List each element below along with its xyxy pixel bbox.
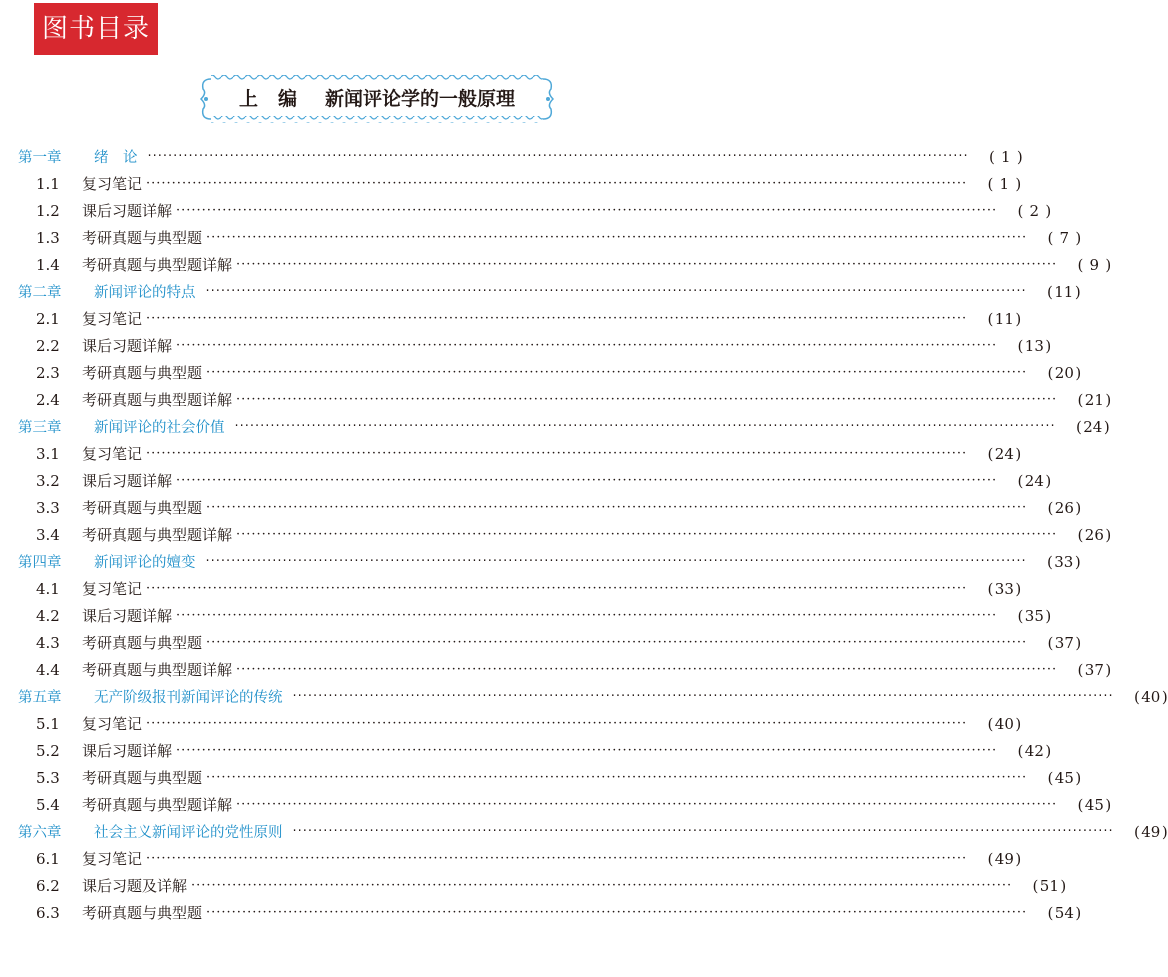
dot-leader: ································································································································································ — [236, 797, 1058, 812]
toc-page-ref: (33) — [1046, 552, 1081, 571]
toc-page-number: 2 — [1029, 201, 1040, 220]
toc-page-ref: ( 1 ) — [988, 147, 1023, 166]
toc-page-number: 40 — [1141, 687, 1161, 706]
dot-leader: ································································································································································ — [206, 500, 1028, 515]
toc-entry-number: 5.3 — [36, 768, 60, 787]
toc-page-ref: (42) — [1017, 741, 1052, 760]
toc-section-row[interactable] — [0, 764, 1082, 791]
toc-entry-title: 复习笔记 — [82, 715, 143, 733]
toc-page-number: 9 — [1089, 255, 1100, 274]
dot-leader: ································································································································································ — [236, 527, 1058, 542]
toc-section-row[interactable] — [0, 602, 1052, 629]
toc-entry-title: 考研真题与典型题详解 — [82, 526, 233, 544]
dot-leader: ································································································································································ — [206, 905, 1028, 920]
toc-page-ref: (11) — [987, 309, 1022, 328]
toc-page-number: 1 — [1001, 147, 1011, 166]
toc-entry-number: 2.3 — [36, 363, 60, 382]
toc-section-row[interactable] — [0, 521, 1112, 548]
toc-section-row[interactable] — [0, 197, 1052, 224]
toc-entry-title: 考研真题与典型题 — [82, 769, 203, 787]
dot-leader: ································································································································································ — [176, 608, 998, 623]
toc-section-row[interactable] — [0, 305, 1022, 332]
toc-entry-title: 复习笔记 — [82, 445, 143, 463]
toc-section-row[interactable] — [0, 386, 1112, 413]
toc-page-number: 26 — [1054, 498, 1074, 517]
toc-page-number: 49 — [994, 849, 1014, 868]
toc-entry-title: 考研真题与典型题详解 — [82, 661, 233, 679]
toc-section-row[interactable] — [0, 440, 1022, 467]
toc-chapter-row[interactable] — [0, 278, 1081, 305]
toc-page-ref: (26) — [1047, 498, 1082, 517]
toc-section-row[interactable] — [0, 656, 1112, 683]
toc-entry-number: 1.2 — [36, 201, 60, 220]
toc-entry-title: 无产阶级报刊新闻评论的传统 — [94, 690, 283, 706]
toc-entry-number: 第五章 — [18, 690, 62, 706]
toc-entry-number: 4.4 — [36, 660, 60, 679]
toc-page-number: 13 — [1024, 336, 1044, 355]
toc-entry-number: 第一章 — [18, 150, 62, 166]
toc-chapter-row[interactable] — [0, 548, 1081, 575]
toc-entry-title: 考研真题与典型题详解 — [82, 256, 233, 274]
dot-leader: ································································································································································ — [146, 176, 968, 191]
toc-page-number: 20 — [1054, 363, 1074, 382]
toc-section-row[interactable] — [0, 845, 1022, 872]
dot-leader: ································································································································································ — [176, 743, 998, 758]
toc-page-ref: (13) — [1017, 336, 1052, 355]
toc-entry-number: 6.2 — [36, 876, 60, 895]
toc-page-number: 49 — [1141, 822, 1161, 841]
toc-entry-title: 考研真题与典型题 — [82, 904, 203, 922]
toc-entry-title: 课后习题详解 — [82, 472, 173, 490]
toc-section-row[interactable] — [0, 872, 1067, 899]
toc-page-ref: (54) — [1047, 903, 1082, 922]
dot-leader: ································································································································································ — [206, 770, 1028, 785]
toc-entry-title: 社会主义新闻评论的党性原则 — [94, 825, 283, 841]
toc-entry-number: 5.4 — [36, 795, 60, 814]
dot-leader: ································································································································································ — [205, 284, 1027, 299]
toc-section-row[interactable] — [0, 629, 1082, 656]
toc-page-number: 24 — [1083, 417, 1103, 436]
toc-page-number: 33 — [1054, 552, 1074, 571]
toc-page-ref: (24) — [1075, 417, 1110, 436]
toc-page-number: 7 — [1059, 228, 1070, 247]
table-of-contents — [0, 143, 1168, 926]
toc-entry-number: 第四章 — [18, 555, 62, 571]
toc-page-number: 24 — [1024, 471, 1044, 490]
dot-leader: ································································································································································ — [146, 311, 968, 326]
toc-entry-number: 1.4 — [36, 255, 60, 274]
toc-entry-number: 3.1 — [36, 444, 60, 463]
toc-entry-number: 6.1 — [36, 849, 60, 868]
header-badge: 图书目录 — [34, 3, 158, 55]
toc-page-ref: (35) — [1017, 606, 1052, 625]
toc-chapter-row[interactable] — [0, 143, 1023, 170]
toc-page-ref: (40) — [987, 714, 1022, 733]
toc-section-row[interactable] — [0, 224, 1082, 251]
dot-leader: ································································································································································ — [146, 581, 968, 596]
toc-page-ref: (51) — [1032, 876, 1067, 895]
toc-section-row[interactable] — [0, 899, 1082, 926]
toc-entry-number: 5.2 — [36, 741, 60, 760]
toc-page-ref: (45) — [1077, 795, 1112, 814]
dot-leader: ································································································································································ — [205, 554, 1027, 569]
toc-entry-title: 课后习题详解 — [82, 742, 173, 760]
toc-page-number: 51 — [1039, 876, 1059, 895]
dot-leader: ································································································································································ — [146, 716, 968, 731]
toc-entry-title: 考研真题与典型题 — [82, 634, 203, 652]
toc-page-number: 24 — [994, 444, 1014, 463]
toc-entry-number: 5.1 — [36, 714, 60, 733]
toc-chapter-row[interactable] — [0, 683, 1168, 710]
dot-leader: ································································································································································ — [234, 419, 1056, 434]
toc-page-number: 1 — [999, 174, 1010, 193]
toc-section-row[interactable] — [0, 332, 1052, 359]
toc-entry-title: 复习笔记 — [82, 175, 143, 193]
banner-title — [197, 73, 557, 125]
toc-page-ref: (49) — [1133, 822, 1168, 841]
toc-page-number: 54 — [1054, 903, 1074, 922]
toc-entry-title: 复习笔记 — [82, 580, 143, 598]
toc-page-ref: (37) — [1077, 660, 1112, 679]
toc-entry-title: 新闻评论的特点 — [94, 285, 196, 301]
toc-page-ref: (40) — [1133, 687, 1168, 706]
toc-page-number: 21 — [1084, 390, 1104, 409]
toc-entry-number: 2.4 — [36, 390, 60, 409]
toc-entry-title: 绪 论 — [94, 150, 138, 166]
toc-entry-number: 6.3 — [36, 903, 60, 922]
toc-page-number: 11 — [1054, 282, 1074, 301]
toc-section-row[interactable] — [0, 710, 1022, 737]
toc-entry-number: 1.1 — [36, 174, 60, 193]
toc-entry-number: 2.1 — [36, 309, 60, 328]
toc-chapter-row[interactable] — [0, 818, 1168, 845]
dot-leader: ································································································································································ — [206, 365, 1028, 380]
toc-section-row[interactable] — [0, 575, 1022, 602]
toc-section-row[interactable] — [0, 737, 1052, 764]
toc-page-ref: ( 7 ) — [1047, 228, 1082, 247]
dot-leader: ································································································································································ — [147, 149, 969, 164]
dot-leader: ································································································································································ — [292, 824, 1114, 839]
volume-label: 上编 — [238, 88, 317, 110]
toc-entry-title: 考研真题与典型题 — [82, 229, 203, 247]
dot-leader: ································································································································································ — [206, 635, 1028, 650]
dot-leader: ································································································································································ — [206, 230, 1028, 245]
toc-page-ref: (33) — [987, 579, 1022, 598]
toc-entry-title: 课后习题详解 — [82, 337, 173, 355]
toc-page-ref: ( 9 ) — [1077, 255, 1112, 274]
toc-entry-number: 4.1 — [36, 579, 60, 598]
toc-entry-title: 课后习题详解 — [82, 607, 173, 625]
toc-entry-number: 4.3 — [36, 633, 60, 652]
toc-section-row[interactable] — [0, 467, 1052, 494]
toc-section-row[interactable] — [0, 791, 1112, 818]
toc-page-ref: (45) — [1047, 768, 1082, 787]
toc-page-ref: (20) — [1047, 363, 1082, 382]
toc-entry-title: 课后习题详解 — [82, 202, 173, 220]
dot-leader: ································································································································································ — [176, 203, 998, 218]
dot-leader: ································································································································································ — [191, 878, 1013, 893]
dot-leader: ································································································································································ — [146, 851, 968, 866]
dot-leader: ································································································································································ — [176, 338, 998, 353]
toc-page-number: 37 — [1084, 660, 1104, 679]
toc-page-ref: (24) — [1017, 471, 1052, 490]
toc-entry-title: 新闻评论的嬗变 — [94, 555, 196, 571]
toc-page-ref: (11) — [1046, 282, 1081, 301]
dot-leader: ································································································································································ — [236, 257, 1058, 272]
toc-entry-number: 第六章 — [18, 825, 62, 841]
part-title: 新闻评论学的一般原理 — [325, 88, 516, 110]
toc-section-row[interactable] — [0, 251, 1112, 278]
toc-entry-title: 考研真题与典型题详解 — [82, 391, 233, 409]
toc-entry-number: 第二章 — [18, 285, 62, 301]
toc-page-ref: ( 1 ) — [987, 174, 1022, 193]
toc-entry-title: 考研真题与典型题 — [82, 364, 203, 382]
toc-page-ref: (24) — [987, 444, 1022, 463]
dot-leader: ································································································································································ — [146, 446, 968, 461]
toc-page-number: 40 — [994, 714, 1014, 733]
dot-leader: ································································································································································ — [176, 473, 998, 488]
toc-page-number: 42 — [1024, 741, 1044, 760]
toc-entry-title: 新闻评论的社会价值 — [94, 420, 225, 436]
dot-leader: ································································································································································ — [292, 689, 1114, 704]
toc-entry-number: 2.2 — [36, 336, 60, 355]
toc-entry-number: 3.3 — [36, 498, 60, 517]
toc-entry-number: 1.3 — [36, 228, 60, 247]
part-banner — [197, 73, 557, 125]
toc-page-number: 45 — [1084, 795, 1104, 814]
toc-entry-title: 复习笔记 — [82, 850, 143, 868]
toc-entry-title: 复习笔记 — [82, 310, 143, 328]
toc-section-row[interactable] — [0, 359, 1082, 386]
toc-page-number: 11 — [994, 309, 1014, 328]
toc-section-row[interactable] — [0, 170, 1022, 197]
toc-page-ref: ( 2 ) — [1017, 201, 1052, 220]
toc-entry-number: 4.2 — [36, 606, 60, 625]
toc-entry-number: 3.4 — [36, 525, 60, 544]
toc-page-ref: (37) — [1047, 633, 1082, 652]
toc-page-number: 45 — [1054, 768, 1074, 787]
dot-leader: ································································································································································ — [236, 392, 1058, 407]
toc-page-number: 26 — [1084, 525, 1104, 544]
toc-page-ref: (21) — [1077, 390, 1112, 409]
toc-page-number: 37 — [1054, 633, 1074, 652]
toc-entry-number: 3.2 — [36, 471, 60, 490]
toc-entry-title: 考研真题与典型题详解 — [82, 796, 233, 814]
dot-leader: ································································································································································ — [236, 662, 1058, 677]
toc-page-number: 33 — [994, 579, 1014, 598]
toc-page-ref: (49) — [987, 849, 1022, 868]
toc-page-number: 35 — [1024, 606, 1044, 625]
toc-page-ref: (26) — [1077, 525, 1112, 544]
toc-entry-title: 考研真题与典型题 — [82, 499, 203, 517]
toc-chapter-row[interactable] — [0, 413, 1110, 440]
toc-entry-title: 课后习题及详解 — [82, 877, 188, 895]
toc-section-row[interactable] — [0, 494, 1082, 521]
toc-entry-number: 第三章 — [18, 420, 62, 436]
